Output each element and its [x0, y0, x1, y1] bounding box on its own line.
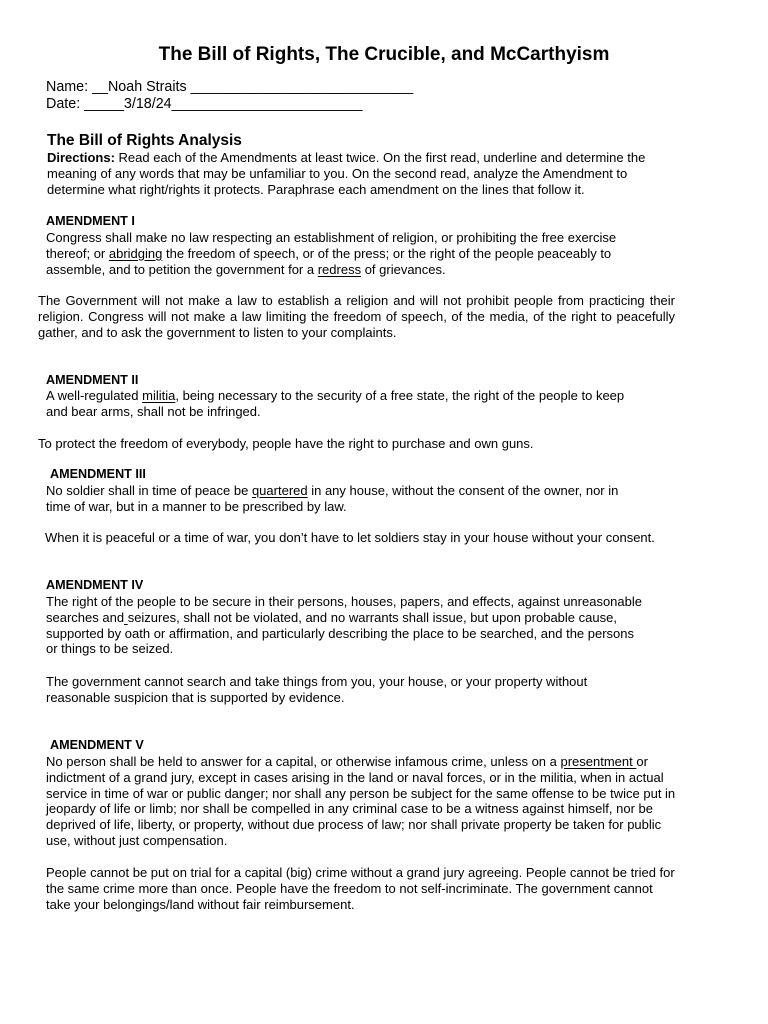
amendment-5-heading: AMENDMENT V [50, 738, 144, 752]
text-part: or indictment of a grand jury, except in cases arising in the land or naval forces, or in the militia, when in actual service in time of war or public danger; nor shall any person be subject for the same offense to be twice put in jeopardy of life or limb; nor shall be compelled in any criminal case to be a witness against himself, nor be deprived of life, liberty, or property, without due process of law; nor shall private property be taken for public use, without just compensation. [46, 754, 676, 848]
amendment-2-paraphrase[interactable]: To protect the freedom of everybody, people have the right to purchase and own guns. [38, 436, 534, 451]
amendment-3-heading: AMENDMENT III [50, 467, 146, 481]
amendment-1-heading: AMENDMENT I [46, 214, 135, 228]
amendment-4-text [46, 594, 646, 657]
amendment-5-paraphrase[interactable]: People cannot be put on trial for a capital (big) crime without a grand jury agreeing. People cannot be tried for the same crime more than once. People have the freedom to not self-incriminate. The government cannot take your belongings/land without fair reimbursement. [46, 865, 675, 912]
date-field[interactable]: Date: _____3/18/24________________________ [46, 96, 363, 112]
text-part: of grievances. [361, 261, 446, 277]
text-part: The right of the people to be secure in their persons, houses, papers, and effects, against unreasonable searches and [46, 594, 642, 625]
amendment-2-heading: AMENDMENT II [46, 373, 139, 387]
amendment-1-paraphrase[interactable]: The Government will not make a law to establish a religion and will not prohibit people from practicing their religion. Congress will not make a law limiting the freedom of speech, of the media, of the right to peacefully gather, and to ask the government to listen to your complaints. [38, 293, 675, 340]
section-title: The Bill of Rights Analysis [47, 132, 242, 149]
amendment-2-text [46, 388, 636, 420]
directions-text: Read each of the Amendments at least twice. On the first read, underline and determine the meaning of any words that may be unfamiliar to you. On the second read, analyze the Amendment to determine what right/rights it protects. Paraphrase each amendment on the lines that follow it. [47, 150, 646, 197]
underlined-word: presentment [560, 754, 637, 769]
text-part: in any house, without the consent of the owner, nor in time of war, but in a manner to be prescribed by law. [46, 483, 619, 514]
amendment-3-text [46, 483, 646, 515]
page-title: The Bill of Rights, The Crucible, and McCarthyism [158, 44, 610, 65]
text-part: seizures, shall not be violated, and no warrants shall issue, but upon probable cause, supported by oath or affirmation, and particularly describing the place to be searched, and the persons or things to be seized. [46, 609, 635, 657]
underlined-word: redress [317, 261, 362, 277]
underlined-word: abridging [108, 245, 163, 261]
directions [47, 150, 687, 197]
amendment-1-text [46, 230, 621, 277]
text-part: No soldier shall in time of peace be [46, 483, 252, 498]
amendment-3-paraphrase[interactable]: When it is peaceful or a time of war, you don’t have to let soldiers stay in your house without your consent. [45, 530, 655, 545]
text-part: Congress shall make no law respecting an establishment of religion, or prohibiting the free exercise thereof; or [46, 230, 617, 261]
underlined-word: quartered [251, 483, 308, 498]
underlined-word: militia [142, 388, 176, 403]
amendment-5-text [46, 754, 684, 849]
amendment-4-paraphrase[interactable]: The government cannot search and take things from you, your house, or your property without reasonable suspicion that is supported by evidence. [46, 674, 588, 705]
text-part: the freedom of speech, or of the press; or the right of the people peaceably to assemble, and to petition the government for a [46, 245, 612, 277]
name-field[interactable]: Name: __Noah Straits ____________________________ [46, 79, 414, 95]
text-part: No person shall be held to answer for a capital, or otherwise infamous crime, unless on a [46, 754, 561, 769]
text-part: , being necessary to the security of a free state, the right of the people to keep and bear arms, shall not be infringed. [46, 388, 625, 419]
directions-label: Directions: [47, 150, 115, 165]
text-part: A well-regulated [46, 388, 143, 403]
amendment-4-heading: AMENDMENT IV [46, 578, 144, 592]
